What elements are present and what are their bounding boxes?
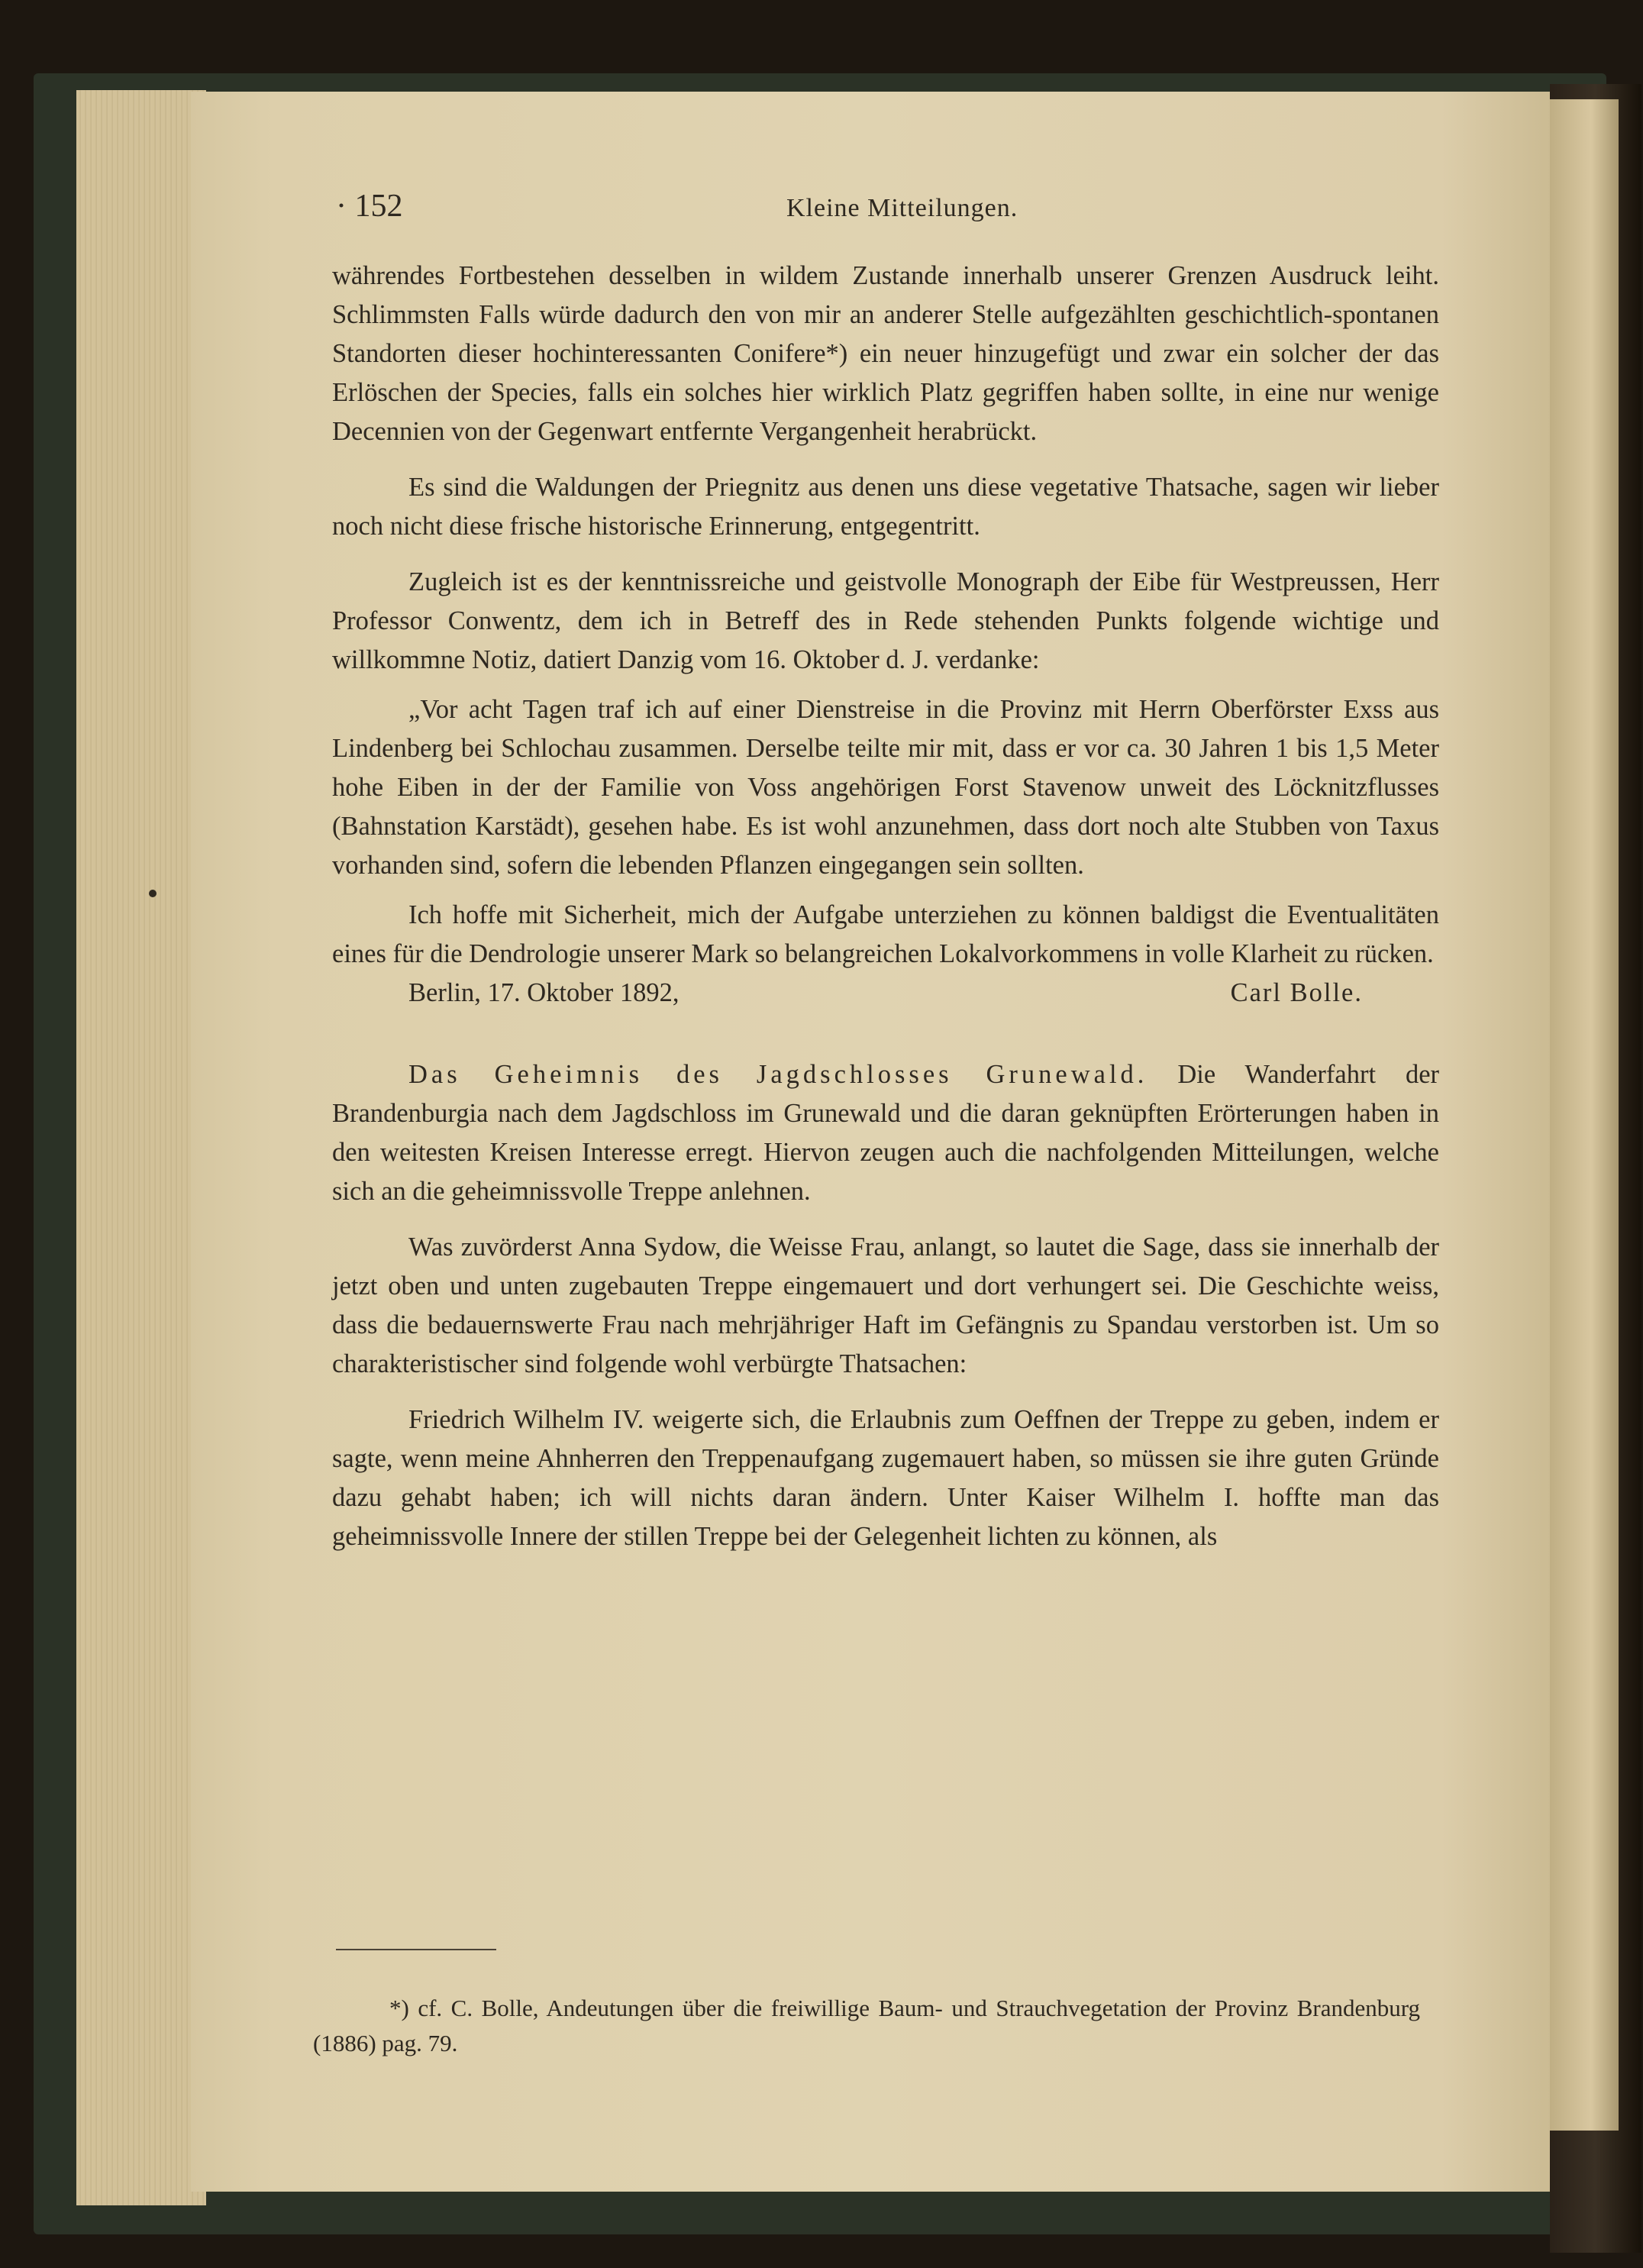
margin-mark [149,890,157,897]
page-number: · 152 [336,188,403,225]
section-title: Das Geheimnis des Jagdschlosses Grunewald. [408,1060,1148,1089]
paragraph-friedrich-wilhelm: Friedrich Wilhelm IV. weigerte sich, die Erlaubnis zum Oeffnen der Treppe zu geben, indem er sagte, wenn meine Ahnherren den Treppenaufgang zugemauert haben, so müssen sie ihre guten Gründe dazu gehabt haben; ich will nichts daran ändern. Unter Kaiser Wilhelm I. hoffte man das geheimnissvolle Innere der stillen Treppe bei der Gelegenheit lichten zu können, als [332,1405,1439,1551]
signature-place-date: Berlin, 17. Oktober 1892, [408,978,679,1007]
section-intro-paragraph [332,1055,1439,1211]
signature-author: Carl Bolle. [1230,978,1363,1007]
paragraph-conwentz: Zugleich ist es der kenntnissreiche und geistvolle Monograph der Eibe für Westpreussen, Herr Professor Conwentz, dem ich in Betreff des in Rede stehenden Punkts folgende wichtige und willkommne Notiz, datiert Danzig vom 16. Oktober d. J. verdanke: [332,567,1439,674]
book-page [191,92,1550,2192]
paragraph-anna-sydow: Was zuvörderst Anna Sydow, die Weisse Frau, anlangt, so lautet die Sage, dass sie innerhalb der jetzt oben und unten zugebauten Treppe eingemauert und dort verhungert sei. Die Geschichte weiss, dass die bedauernswerte Frau nach mehrjähriger Haft im Gefängnis zu Spandau verstorben ist. Um so charakteristischer sind folgende wohl verbürgte Thatsachen: [332,1233,1439,1378]
paragraph-priegnitz: Es sind die Waldungen der Priegnitz aus denen uns diese vegetative Thatsache, sagen wir lieber noch nicht diese frische historische Erinnerung, entgegentritt. [332,473,1439,541]
page-header [336,188,1214,234]
section-intro-text: Die Wanderfahrt der Brandenburgia nach dem Jagdschloss im Grunewald und die daran geknüpften Erörterungen haben in den weitesten Kreisen Interesse erregt. Hiervon zeugen auch die nachfolgenden Mitteilungen, welche sich an die geheimnissvolle Treppe anlehnen. [332,1060,1440,1206]
footnote-rule [336,1949,496,1950]
facing-page-edge [1550,99,1619,2131]
paragraph-closing: Ich hoffe mit Sicherheit, mich der Aufgabe unterziehen zu können baldigst die Eventualitäten eines für die Dendrologie unserer Mark so belangreichen Lokalvorkommens in volle Klarheit zu rücken. [332,900,1439,968]
body-text [332,257,1439,1556]
paragraph-quote: „Vor acht Tagen traf ich auf einer Dienstreise in die Provinz mit Herrn Oberförster Exss aus Lindenberg bei Schlochau zusammen. Derselbe teilte mir mit, dass er vor ca. 30 Jahren 1 bis 1,5 Meter hohe Eiben in der der Familie von Voss angehörigen Forst Stavenow unweit des Löcknitzflusses (Bahnstation Karstädt), gesehen habe. Es ist wohl anzunehmen, dass dort noch alte Stubben von Taxus vorhanden sind, sofern die lebenden Pflanzen eingegangen sein sollten. [332,695,1439,880]
footnote: *) cf. C. Bolle, Andeutungen über die freiwillige Baum- und Strauchvegetation der Provinz Brandenburg (1886) pag. 79. [313,1995,1420,2056]
running-head: Kleine Mitteilungen. [786,194,1018,222]
paragraph-continuation: währendes Fortbestehen desselben in wildem Zustande innerhalb unserer Grenzen Ausdruck leiht. Schlimmsten Falls würde dadurch den von mir an anderer Stelle aufgezählten geschichtlich-spontanen Standorten dieser hochinteressanten Conifere*) ein neuer hinzugefügt und zwar ein solcher der das Erlöschen der Species, falls ein solches hier wirklich Platz gegriffen haben sollte, in eine nur wenige Decennien von der Gegenwart entfernte Vergangenheit herabrückt. [332,261,1439,446]
page-stack-edges [76,90,206,2205]
signature-line [332,974,1439,1013]
